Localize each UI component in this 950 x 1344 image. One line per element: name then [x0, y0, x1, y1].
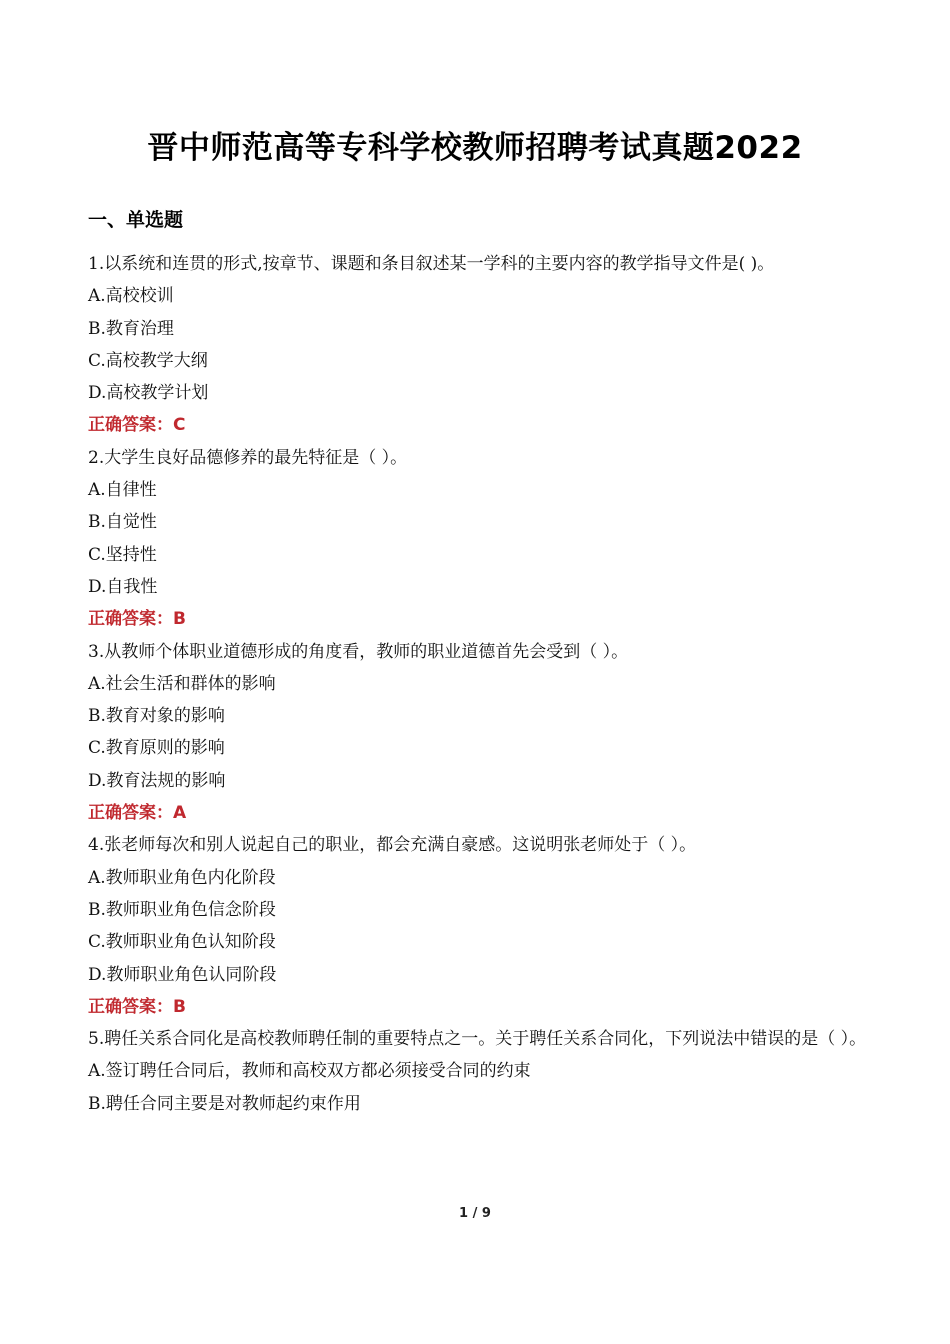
option-a: A.自律性	[88, 480, 157, 501]
question-block	[88, 636, 868, 830]
option-d: D.自我性	[88, 576, 158, 597]
page-total: 9	[481, 1206, 491, 1221]
option-c: C.坚持性	[88, 544, 157, 565]
option-a: A.教师职业角色内化阶段	[88, 867, 276, 888]
page-current: 1	[459, 1206, 469, 1221]
option-d: D.教师职业角色认同阶段	[88, 964, 277, 985]
page-title: 晋中师范高等专科学校教师招聘考试真题2022	[147, 130, 803, 166]
question-block	[88, 1023, 868, 1120]
option-c: C.高校教学大纲	[88, 350, 208, 371]
option-b: B.自觉性	[88, 512, 157, 533]
correct-answer: 正确答案：C	[88, 415, 186, 436]
correct-answer: 正确答案：B	[88, 609, 186, 630]
question-block	[88, 248, 868, 442]
option-a: A.签订聘任合同后，教师和高校双方都必须接受合同的约束	[88, 1061, 531, 1082]
option-c: C.教师职业角色认知阶段	[88, 932, 276, 953]
option-c: C.教育原则的影响	[88, 738, 225, 759]
option-a: A.社会生活和群体的影响	[88, 673, 276, 694]
question-stem: 3.从教师个体职业道德形成的角度看，教师的职业道德首先会受到（ ）。	[88, 641, 629, 662]
option-b: B.聘任合同主要是对教师起约束作用	[88, 1093, 361, 1114]
question-block	[88, 442, 868, 636]
question-stem: 2.大学生良好品德修养的最先特征是（ ）。	[88, 447, 408, 468]
option-b: B.教育对象的影响	[88, 706, 225, 727]
question-block	[88, 829, 868, 1023]
section-heading: 一、单选题	[88, 209, 184, 231]
correct-answer: 正确答案：A	[88, 803, 187, 824]
question-stem: 4.张老师每次和别人说起自己的职业，都会充满自豪感。这说明张老师处于（ ）。	[88, 835, 697, 856]
option-b: B.教师职业角色信念阶段	[88, 899, 276, 920]
question-list	[88, 248, 868, 1120]
page-number	[0, 1206, 950, 1221]
page-separator: /	[472, 1206, 478, 1221]
correct-answer: 正确答案：B	[88, 996, 186, 1017]
option-a: A.高校校训	[88, 286, 174, 307]
option-d: D.高校教学计划	[88, 383, 209, 404]
option-d: D.教育法规的影响	[88, 770, 226, 791]
question-stem: 5.聘任关系合同化是高校教师聘任制的重要特点之一。关于聘任关系合同化，下列说法中错误的是（ ）。	[88, 1029, 867, 1050]
option-b: B.教育治理	[88, 318, 174, 339]
question-stem: 1.以系统和连贯的形式,按章节、课题和条目叙述某一学科的主要内容的教学指导文件是( )。	[88, 254, 775, 274]
